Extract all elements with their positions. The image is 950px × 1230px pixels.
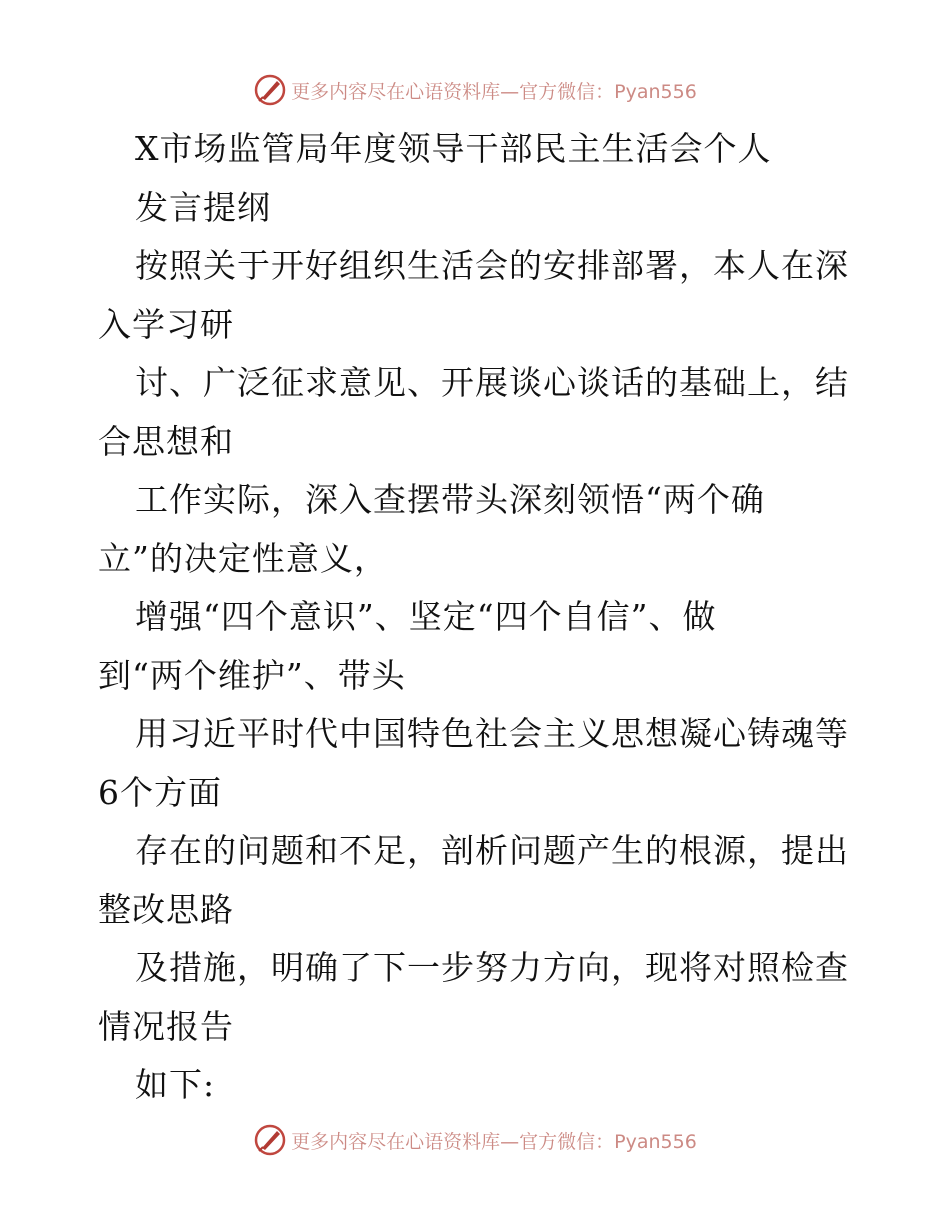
footer-watermark-banner bbox=[0, 1118, 950, 1162]
paragraph-line: 入学习研 bbox=[98, 304, 234, 344]
paragraph-line: 合思想和 bbox=[98, 421, 234, 461]
paragraph-line: 工作实际，深入查摆带头深刻领悟“两个确 bbox=[135, 480, 765, 519]
paragraph-line: 整改思路 bbox=[98, 889, 234, 929]
feather-pen-logo-icon bbox=[253, 1123, 287, 1157]
footer-watermark-text: 更多内容尽在心语资料库—官方微信：Pyan556 bbox=[291, 1130, 697, 1153]
doc-title-line-1: X市场监管局年度领导干部民主生活会个人 bbox=[135, 129, 772, 168]
header-watermark-banner bbox=[0, 68, 950, 112]
paragraph-line: 用习近平时代中国特色社会主义思想凝心铸魂等 bbox=[135, 714, 849, 753]
paragraph-line: 立”的决定性意义， bbox=[98, 538, 388, 578]
paragraph-line: 存在的问题和不足，剖析问题产生的根源，提出 bbox=[135, 831, 849, 870]
header-watermark-text: 更多内容尽在心语资料库—官方微信：Pyan556 bbox=[291, 80, 697, 103]
document-body bbox=[98, 120, 858, 1115]
paragraph-line: 按照关于开好组织生活会的安排部署，本人在深 bbox=[135, 246, 849, 285]
paragraph-line: 6个方面 bbox=[98, 772, 222, 812]
paragraph-line: 及措施，明确了下一步努力方向，现将对照检查 bbox=[135, 948, 849, 987]
paragraph-line: 如下: bbox=[135, 1065, 216, 1104]
doc-title-line-2: 发言提纲 bbox=[135, 187, 271, 227]
paragraph-line: 增强“四个意识”、坚定“四个自信”、做 bbox=[135, 597, 717, 636]
paragraph-line: 讨、广泛征求意见、开展谈心谈话的基础上，结 bbox=[135, 363, 849, 402]
paragraph-line: 情况报告 bbox=[98, 1006, 234, 1046]
paragraph-line: 到“两个维护”、带头 bbox=[98, 655, 406, 695]
feather-pen-logo-icon bbox=[253, 73, 287, 107]
